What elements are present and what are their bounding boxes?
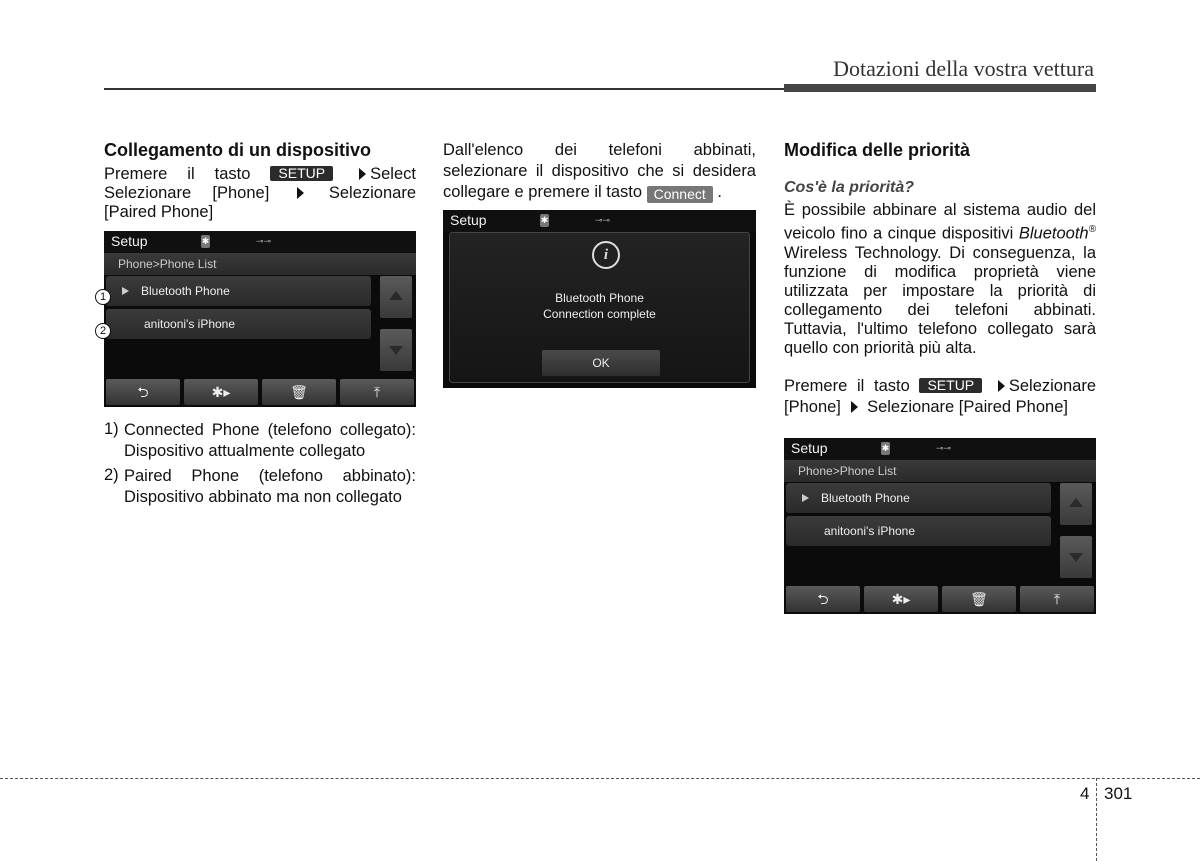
delete-button[interactable]: 🗑 [262,379,336,405]
chevron-down-icon [389,346,403,355]
phone-list-screen-priority [784,438,1096,614]
instruction-paragraph: Dall'elenco dei telefoni abbinati, selezionare il dispositivo che si desidera collegare e premere il tasto Connect . [443,141,756,202]
screen-top-bar [784,438,1096,460]
chevron-down-icon [1069,553,1083,562]
bluetooth-icon: ✱ [540,215,549,225]
screen-title: Setup [111,233,148,249]
dialog-line-1: Bluetooth Phone [555,291,644,305]
chevron-up-icon [389,291,403,300]
screen-top-bar [104,231,416,253]
screen-title: Setup [791,440,828,456]
note-item: 2) Paired Phone (telefono abbinato): Dispositivo abbinato ma non collegato [104,466,416,506]
move-to-top-button[interactable]: ⤒ [340,379,414,405]
usb-icon: ⊸⊸ [595,215,611,225]
list-item-paired-phone[interactable]: anitooni's iPhone [786,516,1051,546]
setup-key-label: SETUP [270,166,333,181]
chevron-up-icon [1069,498,1083,507]
connect-key-label: Connect [647,186,713,203]
column-middle [443,140,756,203]
subheading: Cos'è la priorità? [784,179,915,196]
instruction-paragraph: Premere il tasto SETUP Selezionare [Phone] Selezionare [Paired Phone] [784,376,1096,416]
priority-paragraph: È possibile abbinare al sistema audio del veicolo fino a cinque dispositivi Bluetooth® Wireless Technology. Di conseguenza, la funzione di modifica proprietà viene utilizzata per impostare la priorità di collegamento dei telefoni abbinati. Tuttavia, l'ultimo telefono collegato sarà quello con priorità più alta. [784,201,1096,357]
bluetooth-connect-button[interactable]: ✱▸ [184,379,258,405]
back-button[interactable]: ⮌ [786,586,860,612]
bluetooth-icon: ✱ [201,236,210,246]
arrow-right-icon [359,168,366,180]
footer-vertical-rule [1096,778,1097,861]
move-to-top-button[interactable]: ⤒ [1020,586,1094,612]
screen-title: Setup [450,212,487,228]
scroll-down-button[interactable] [1060,536,1092,578]
chapter-number: 4 [1080,784,1090,803]
scroll-up-button[interactable] [380,276,412,318]
arrow-right-icon [851,401,858,413]
usb-icon: ⊸⊸ [936,443,952,453]
screen-top-bar [443,210,756,232]
header-rule [104,88,784,90]
arrow-right-icon [998,380,1005,392]
arrow-right-icon [297,187,304,199]
list-item-connected-phone[interactable]: Bluetooth Phone [106,276,371,306]
note-item: 1) Connected Phone (telefono collegato): Dispositivo attualmente collegato [104,420,416,460]
connected-indicator-icon [802,494,809,502]
bluetooth-icon: ✱ [881,443,890,453]
footer-rule [0,778,1200,779]
breadcrumb: Phone>Phone List [784,460,1096,482]
instruction-paragraph: Premere il tasto SETUP Select Selezionare [Phone] Selezionare [Paired Phone] [104,165,416,221]
bluetooth-connect-button[interactable]: ✱▸ [864,586,938,612]
connected-indicator-icon [122,287,129,295]
info-icon: i [592,241,620,269]
header-rule-thick [784,84,1096,92]
section-heading-connect: Collegamento di un dispositivo [104,140,372,160]
back-button[interactable]: ⮌ [106,379,180,405]
list-item-connected-phone[interactable]: Bluetooth Phone [786,483,1051,513]
dialog-box [449,232,750,383]
list-item-paired-phone[interactable]: anitooni's iPhone [106,309,371,339]
setup-key-label: SETUP [919,378,982,393]
breadcrumb: Phone>Phone List [104,253,416,275]
usb-icon: ⊸⊸ [256,236,272,246]
phone-list-screen [104,231,416,407]
page-number: 301 [1104,784,1133,803]
scroll-down-button[interactable] [380,329,412,371]
scroll-up-button[interactable] [1060,483,1092,525]
callout-2: 2 [95,323,111,339]
header-title: Dotazioni della vostra vettura [833,56,1094,81]
dialog-line-2: Connection complete [543,307,656,321]
section-heading-priority: Modifica delle priorità [784,140,971,160]
notes-block [104,420,416,512]
ok-button[interactable]: OK [542,350,660,376]
column-left [104,140,416,222]
column-right [784,140,1096,418]
callout-1: 1 [95,289,111,305]
connection-dialog-screen [443,210,756,388]
delete-button[interactable]: 🗑 [942,586,1016,612]
